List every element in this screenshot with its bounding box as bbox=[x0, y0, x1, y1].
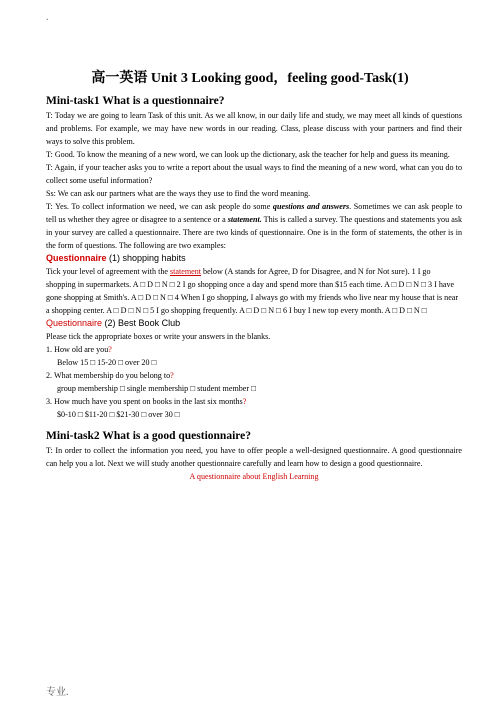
question-mark: ? bbox=[170, 371, 174, 380]
text-run: Tick your level of agreement with the bbox=[46, 267, 170, 276]
questionnaire-1-title bbox=[46, 252, 462, 265]
questionnaire-1-statements: 1 I go shopping in supermarkets. A □ D □ N □ 2 I go shopping once a day and spend more than $15 each time. A □ D □ N □ 3 I have gone shopping at Smith's. A □ D □ N □ 4 When I go shopping, I always go with my friends who live near my house that is near a shopping center. A □ D □ N □ 5 I go shopping frequently. A □ D □ N □ 6 I buy I new top every month. A □ D □ N □ bbox=[46, 267, 459, 315]
question-text: 3. How much have you spent on books in the last six months bbox=[46, 397, 243, 406]
page-title: 高一英语 Unit 3 Looking good，feeling good-Task(1) bbox=[91, 71, 409, 86]
question-item bbox=[46, 395, 462, 408]
page-top-mark: . bbox=[46, 12, 49, 23]
document-body bbox=[46, 94, 462, 483]
page-footer: 专业. bbox=[46, 687, 69, 698]
questionnaire-title: (1) shopping habits bbox=[106, 253, 186, 263]
paragraph: T: Good. To know the meaning of a new word, we can look up the dictionary, ask the teacher for help and guess its meaning. bbox=[46, 150, 450, 159]
emphasis-statement: statement. bbox=[227, 215, 262, 224]
question-mark: ? bbox=[242, 397, 247, 406]
text-run: below (A stands for Agree, D for Disagree, and N for Not sure). bbox=[201, 267, 412, 276]
emphasis-questions-answers: questions and answers bbox=[272, 202, 350, 211]
section-heading-minitask2: Mini-task2 What is a good questionnaire? bbox=[46, 430, 252, 442]
section-heading-minitask1: Mini-task1 What is a questionnaire? bbox=[46, 95, 225, 107]
paragraph: T: Again, if your teacher asks you to write a report about the usual ways to find the meaning of a new word, what can you do to collect some useful information? bbox=[46, 163, 462, 185]
paragraph: T: In order to collect the information you need, you have to offer people a well-designed questionnaire. A good questionnaire can help you a lot. Next we will study another questionnaire carefully and learn how to design a good questionnaire. bbox=[46, 446, 462, 468]
questionnaire-2-instruction: Please tick the appropriate boxes or write your answers in the blanks. bbox=[46, 332, 271, 341]
question-text: 1. How old are you bbox=[46, 345, 109, 354]
questionnaire-label: Questionnaire bbox=[46, 318, 103, 328]
paragraph: Ss: We can ask our partners what are the ways they use to find the word meaning. bbox=[46, 189, 311, 198]
text-run: . Sometimes we can ask people to tell us whether they agree or disagree to a sentence or a bbox=[46, 202, 463, 224]
spacer bbox=[46, 421, 462, 429]
questionnaire-title: (2) Best Book Club bbox=[102, 318, 181, 328]
question-options: group membership □ single membership □ student member □ bbox=[57, 384, 256, 393]
statement-word: statement bbox=[170, 267, 202, 276]
question-item bbox=[46, 343, 462, 356]
question-mark: ? bbox=[108, 345, 112, 354]
questionnaire-2-title bbox=[46, 317, 462, 330]
questionnaire-1-body bbox=[46, 265, 462, 317]
question-item bbox=[46, 369, 462, 382]
text-run: T: Yes. To collect information we need, we can ask people do some bbox=[46, 202, 273, 211]
question-text: 2. What membership do you belong to bbox=[46, 371, 171, 380]
questionnaire-subtitle: A questionnaire about English Learning bbox=[189, 472, 319, 481]
question-options: $0-10 □ $11-20 □ $21-30 □ over 30 □ bbox=[57, 410, 180, 419]
questionnaire-label: Questionnaire bbox=[46, 253, 107, 263]
paragraph bbox=[46, 200, 462, 252]
question-options: Below 15 □ 15-20 □ over 20 □ bbox=[57, 358, 157, 367]
paragraph: T: Today we are going to learn Task of this unit. As we all know, in our daily life and study, we may meet all kinds of questions and problems. For example, we may have new words in our reading. Class, please discuss with your partners and find their ways to solve this problem. bbox=[46, 111, 462, 146]
text-run: This is called a survey. The questions and statements you ask in your survey are called a questionnaire. There are two kinds of questionnaire. One is in the form of statements, the other is in the form of questions. The following are two examples: bbox=[46, 215, 462, 250]
